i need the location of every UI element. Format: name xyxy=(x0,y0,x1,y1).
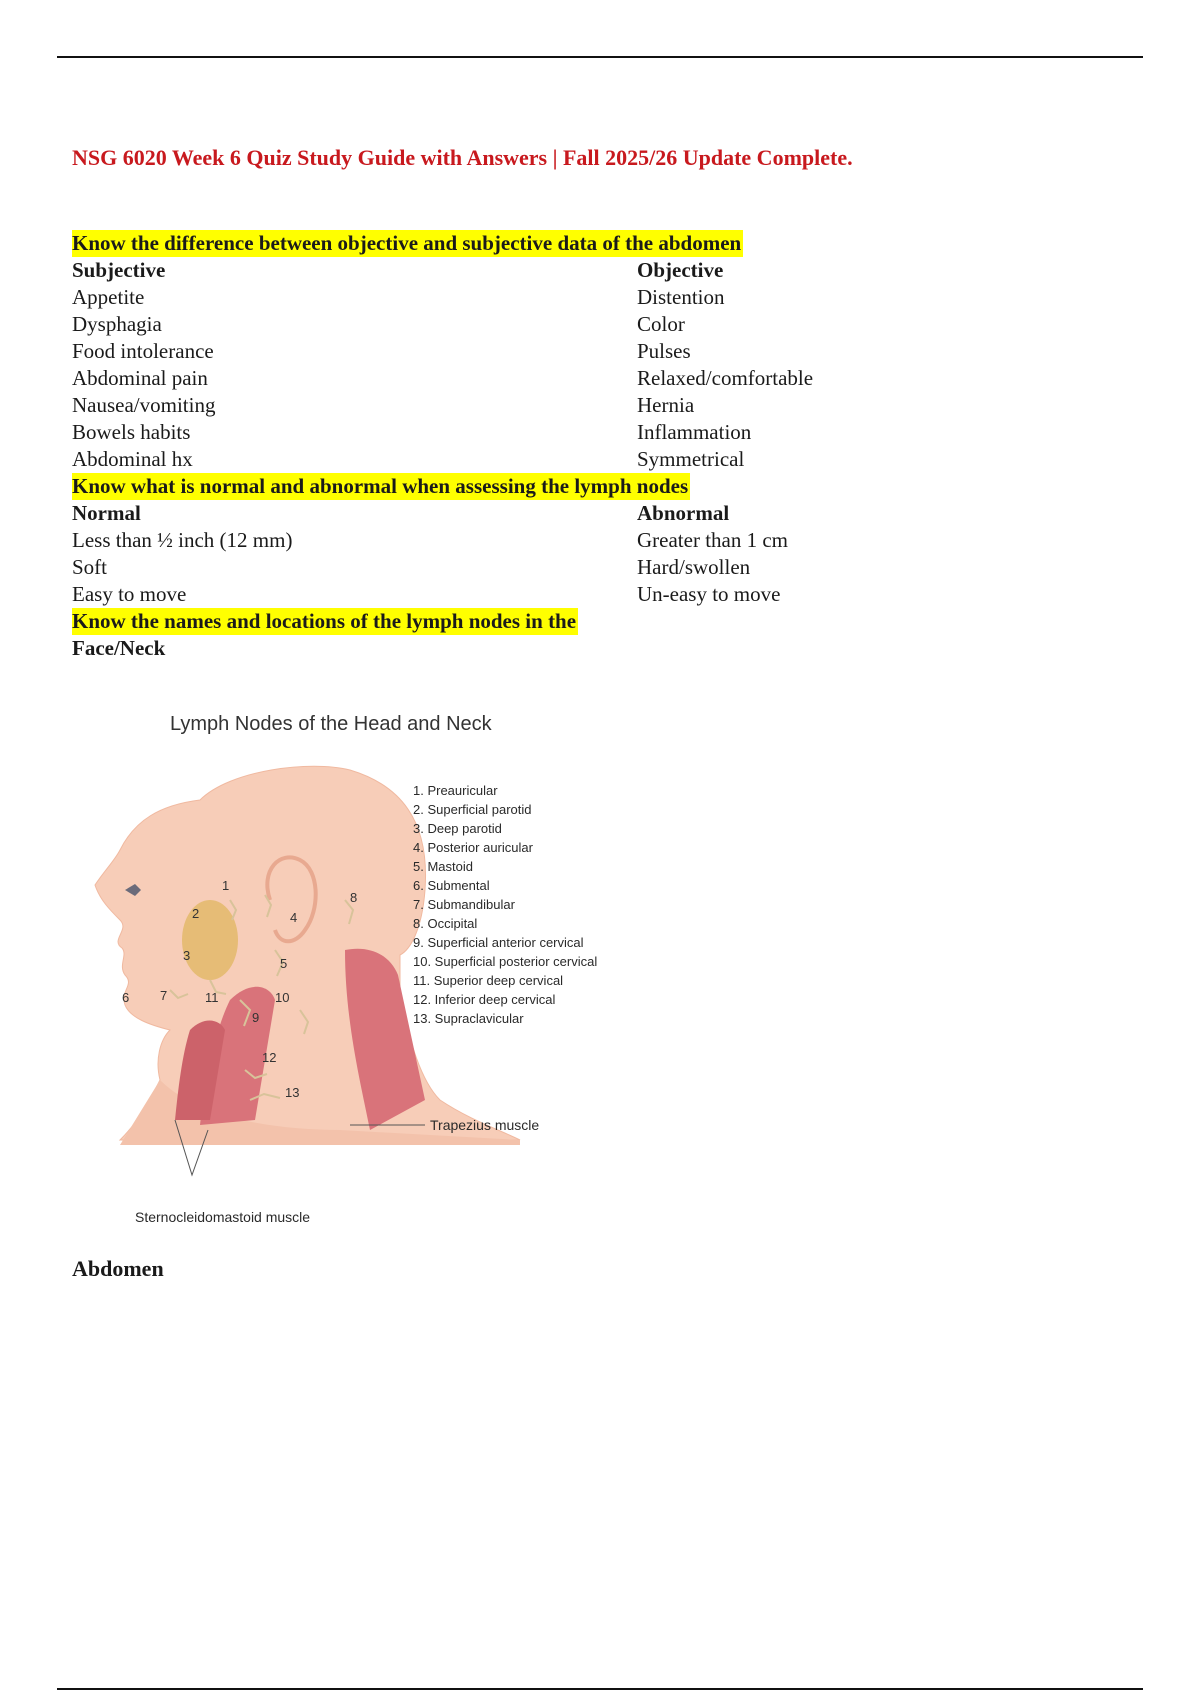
section-subheading: Face/Neck xyxy=(72,636,166,660)
section-heading: Know what is normal and abnormal when assessing the lymph nodes xyxy=(72,474,689,498)
cell: Inflammation xyxy=(637,420,752,444)
legend-item: 8. Occipital xyxy=(413,916,478,931)
node-number-label: 13 xyxy=(285,1085,300,1100)
table-header-row xyxy=(72,500,743,527)
cell: Easy to move xyxy=(72,582,187,606)
node-number-label: 7 xyxy=(160,988,168,1003)
section-heading: Know the difference between objective and subjective data of the abdomen xyxy=(72,231,742,255)
cell: Greater than 1 cm xyxy=(637,528,789,552)
legend-item: 12. Inferior deep cervical xyxy=(413,992,556,1007)
table-row xyxy=(72,284,743,311)
node-number-label: 1 xyxy=(222,878,230,893)
lymph-nodes-figure xyxy=(80,700,660,1240)
cell: Abdominal pain xyxy=(72,366,208,390)
cell: Appetite xyxy=(72,285,145,309)
top-rule xyxy=(57,56,1143,58)
node-number-label: 3 xyxy=(183,948,191,963)
legend-item: 9. Superficial anterior cervical xyxy=(413,935,584,950)
legend-item: 10. Superficial posterior cervical xyxy=(413,954,598,969)
col-header-objective: Objective xyxy=(637,258,724,282)
node-number-label: 4 xyxy=(290,910,298,925)
legend-item: 3. Deep parotid xyxy=(413,821,502,836)
col-header-subjective: Subjective xyxy=(72,258,166,282)
legend-item: 6. Submental xyxy=(413,878,490,893)
table-row xyxy=(72,419,752,446)
col-header-normal: Normal xyxy=(72,501,141,525)
trapezius-label: Trapezius muscle xyxy=(430,1117,540,1133)
table-row xyxy=(72,365,814,392)
node-number-label: 12 xyxy=(262,1050,277,1065)
node-number-label: 2 xyxy=(192,906,200,921)
legend-item: 2. Superficial parotid xyxy=(413,802,532,817)
parotid-gland xyxy=(182,900,238,980)
cell: Soft xyxy=(72,555,108,579)
node-number-label: 11 xyxy=(205,990,219,1005)
node-number-label: 9 xyxy=(252,1010,260,1025)
cell: Distention xyxy=(637,285,725,309)
scm-label: Sternocleidomastoid muscle xyxy=(135,1209,311,1225)
section-abdomen-heading: Abdomen xyxy=(72,1256,164,1281)
node-number-label: 5 xyxy=(280,956,288,971)
table-row xyxy=(72,554,751,581)
table-row xyxy=(72,581,781,608)
cell: Food intolerance xyxy=(72,339,214,363)
cell: Pulses xyxy=(637,339,691,363)
section-subjective-objective xyxy=(72,230,814,662)
cell: Nausea/vomiting xyxy=(72,393,216,417)
cell: Hernia xyxy=(637,393,695,417)
cell: Bowels habits xyxy=(72,420,191,444)
table-row xyxy=(72,527,789,554)
cell: Abdominal hx xyxy=(72,447,193,471)
table-row xyxy=(72,338,743,365)
legend-item: 4. Posterior auricular xyxy=(413,840,533,855)
legend-item: 5. Mastoid xyxy=(413,859,473,874)
col-header-abnormal: Abnormal xyxy=(637,501,730,525)
document-title: NSG 6020 Week 6 Quiz Study Guide with Answers | Fall 2025/26 Update Complete. xyxy=(72,145,853,170)
table-header-row xyxy=(72,257,743,284)
legend-item: 1. Preauricular xyxy=(413,783,498,798)
cell: Symmetrical xyxy=(637,447,745,471)
figure-legend xyxy=(413,783,597,1026)
figure-title: Lymph Nodes of the Head and Neck xyxy=(170,713,492,735)
cell: Dysphagia xyxy=(72,312,162,336)
cell: Color xyxy=(637,312,685,336)
legend-item: 7. Submandibular xyxy=(413,897,515,912)
legend-item: 13. Supraclavicular xyxy=(413,1011,524,1026)
node-number-label: 6 xyxy=(122,990,130,1005)
bottom-rule xyxy=(57,1688,1143,1690)
node-number-label: 8 xyxy=(350,890,358,905)
node-number-label: 10 xyxy=(275,990,290,1005)
legend-item: 11. Superior deep cervical xyxy=(413,973,564,988)
table-row xyxy=(72,311,743,338)
cell: Less than ½ inch (12 mm) xyxy=(72,528,293,552)
cell: Relaxed/comfortable xyxy=(637,366,814,390)
section-heading: Know the names and locations of the lymph nodes in the xyxy=(72,609,577,633)
table-row xyxy=(72,446,743,473)
table-row xyxy=(72,392,743,419)
cell: Hard/swollen xyxy=(637,555,751,579)
cell: Un-easy to move xyxy=(637,582,781,606)
